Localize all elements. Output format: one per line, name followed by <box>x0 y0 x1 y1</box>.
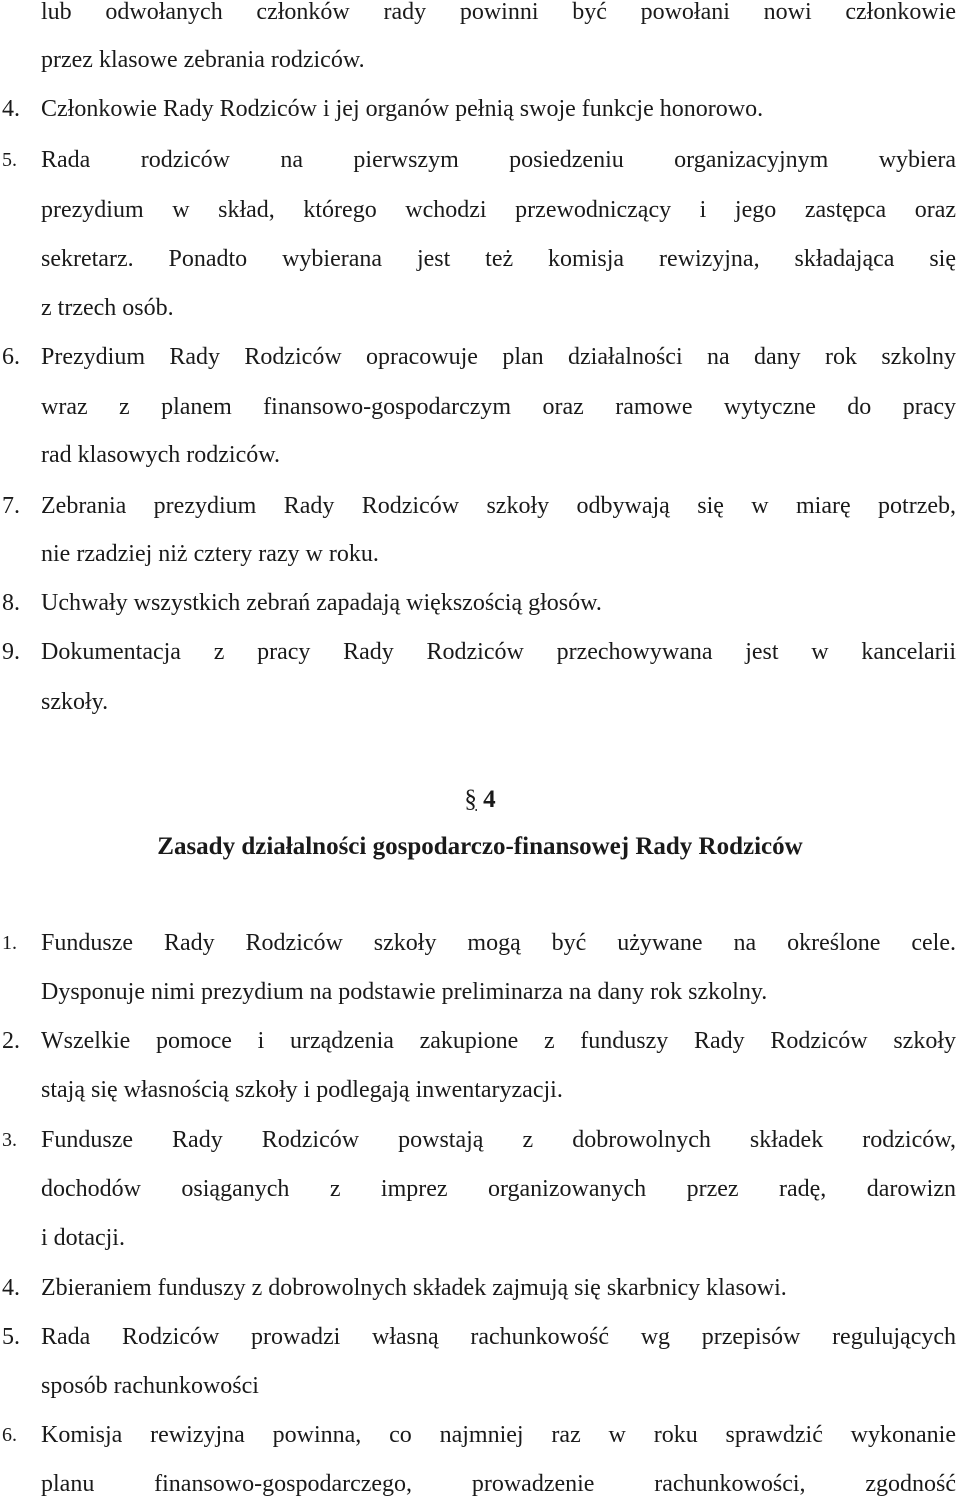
text-line: Dokumentacja z pracy Rady Rodziców przechowywana jest w kancelarii <box>41 639 956 665</box>
list-number: 1. <box>2 932 17 954</box>
text-line: Członkowie Rady Rodziców i jej organów pełnią swoje funkcje honorowo. <box>41 96 764 122</box>
text-line: prezydium w skład, którego wchodzi przewodniczący i jego zastępca oraz <box>41 197 956 223</box>
text-line: Rada rodziców na pierwszym posiedzeniu organizacyjnym wybiera <box>41 147 956 173</box>
text-line: lub odwołanych członków rady powinni być powołani nowi członkowie <box>41 0 956 25</box>
section-number-value: 4 <box>483 786 496 813</box>
text-line: sposób rachunkowości <box>41 1373 259 1399</box>
text-line: Wszelkie pomoce i urządzenia zakupione z funduszy Rady Rodziców szkoły <box>41 1028 956 1054</box>
list-number: 7. <box>2 493 20 519</box>
list-number: 3. <box>2 1129 17 1151</box>
text-line: rad klasowych rodziców. <box>41 442 281 468</box>
list-number: 2. <box>2 1028 20 1054</box>
text-line: nie rzadziej niż cztery razy w roku. <box>41 541 379 567</box>
text-line: Uchwały wszystkich zebrań zapadają większością głosów. <box>41 590 602 616</box>
list-number: 8. <box>2 590 20 616</box>
text-line: z trzech osób. <box>41 295 174 321</box>
text-line: Prezydium Rady Rodziców opracowuje plan działalności na dany rok szkolny <box>41 344 956 370</box>
text-line: Komisja rewizyjna powinna, co najmniej raz w roku sprawdzić wykonanie <box>41 1422 956 1448</box>
text-line: planu finansowo-gospodarczego, prowadzenie rachunkowości, zgodność <box>41 1471 956 1497</box>
section-number <box>0 785 960 815</box>
text-line: i dotacji. <box>41 1225 125 1251</box>
list-number: 4. <box>2 1275 20 1301</box>
list-number: 9. <box>2 639 20 665</box>
list-number: 5. <box>2 1324 20 1350</box>
section-sign: § <box>464 786 477 813</box>
list-number: 4. <box>2 96 20 122</box>
text-line: dochodów osiąganych z imprez organizowanych przez radę, darowizn <box>41 1176 956 1202</box>
section-title: Zasady działalności gospodarczo-finansowej Rady Rodziców <box>157 833 803 860</box>
text-line: Zbieraniem funduszy z dobrowolnych składek zajmują się skarbnicy klasowi. <box>41 1275 787 1301</box>
list-number: 6. <box>2 344 20 370</box>
text-line: przez klasowe zebrania rodziców. <box>41 47 365 73</box>
text-line: szkoły. <box>41 689 109 715</box>
text-line: sekretarz. Ponadto wybierana jest też komisja rewizyjna, składająca się <box>41 246 956 272</box>
text-line: Dysponuje nimi prezydium na podstawie preliminarza na dany rok szkolny. <box>41 979 768 1005</box>
text-line: Zebrania prezydium Rady Rodziców szkoły odbywają się w miarę potrzeb, <box>41 493 956 519</box>
text-line: wraz z planem finansowo-gospodarczym oraz ramowe wytyczne do pracy <box>41 394 956 420</box>
text-line: stają się własnością szkoły i podlegają inwentaryzacji. <box>41 1077 563 1103</box>
list-number: 6. <box>2 1424 17 1446</box>
text-line: Fundusze Rady Rodziców powstają z dobrowolnych składek rodziców, <box>41 1127 956 1153</box>
text-line: Rada Rodziców prowadzi własną rachunkowość wg przepisów regulujących <box>41 1324 956 1350</box>
text-line: Fundusze Rady Rodziców szkoły mogą być używane na określone cele. <box>41 930 956 956</box>
list-number: 5. <box>2 149 17 171</box>
